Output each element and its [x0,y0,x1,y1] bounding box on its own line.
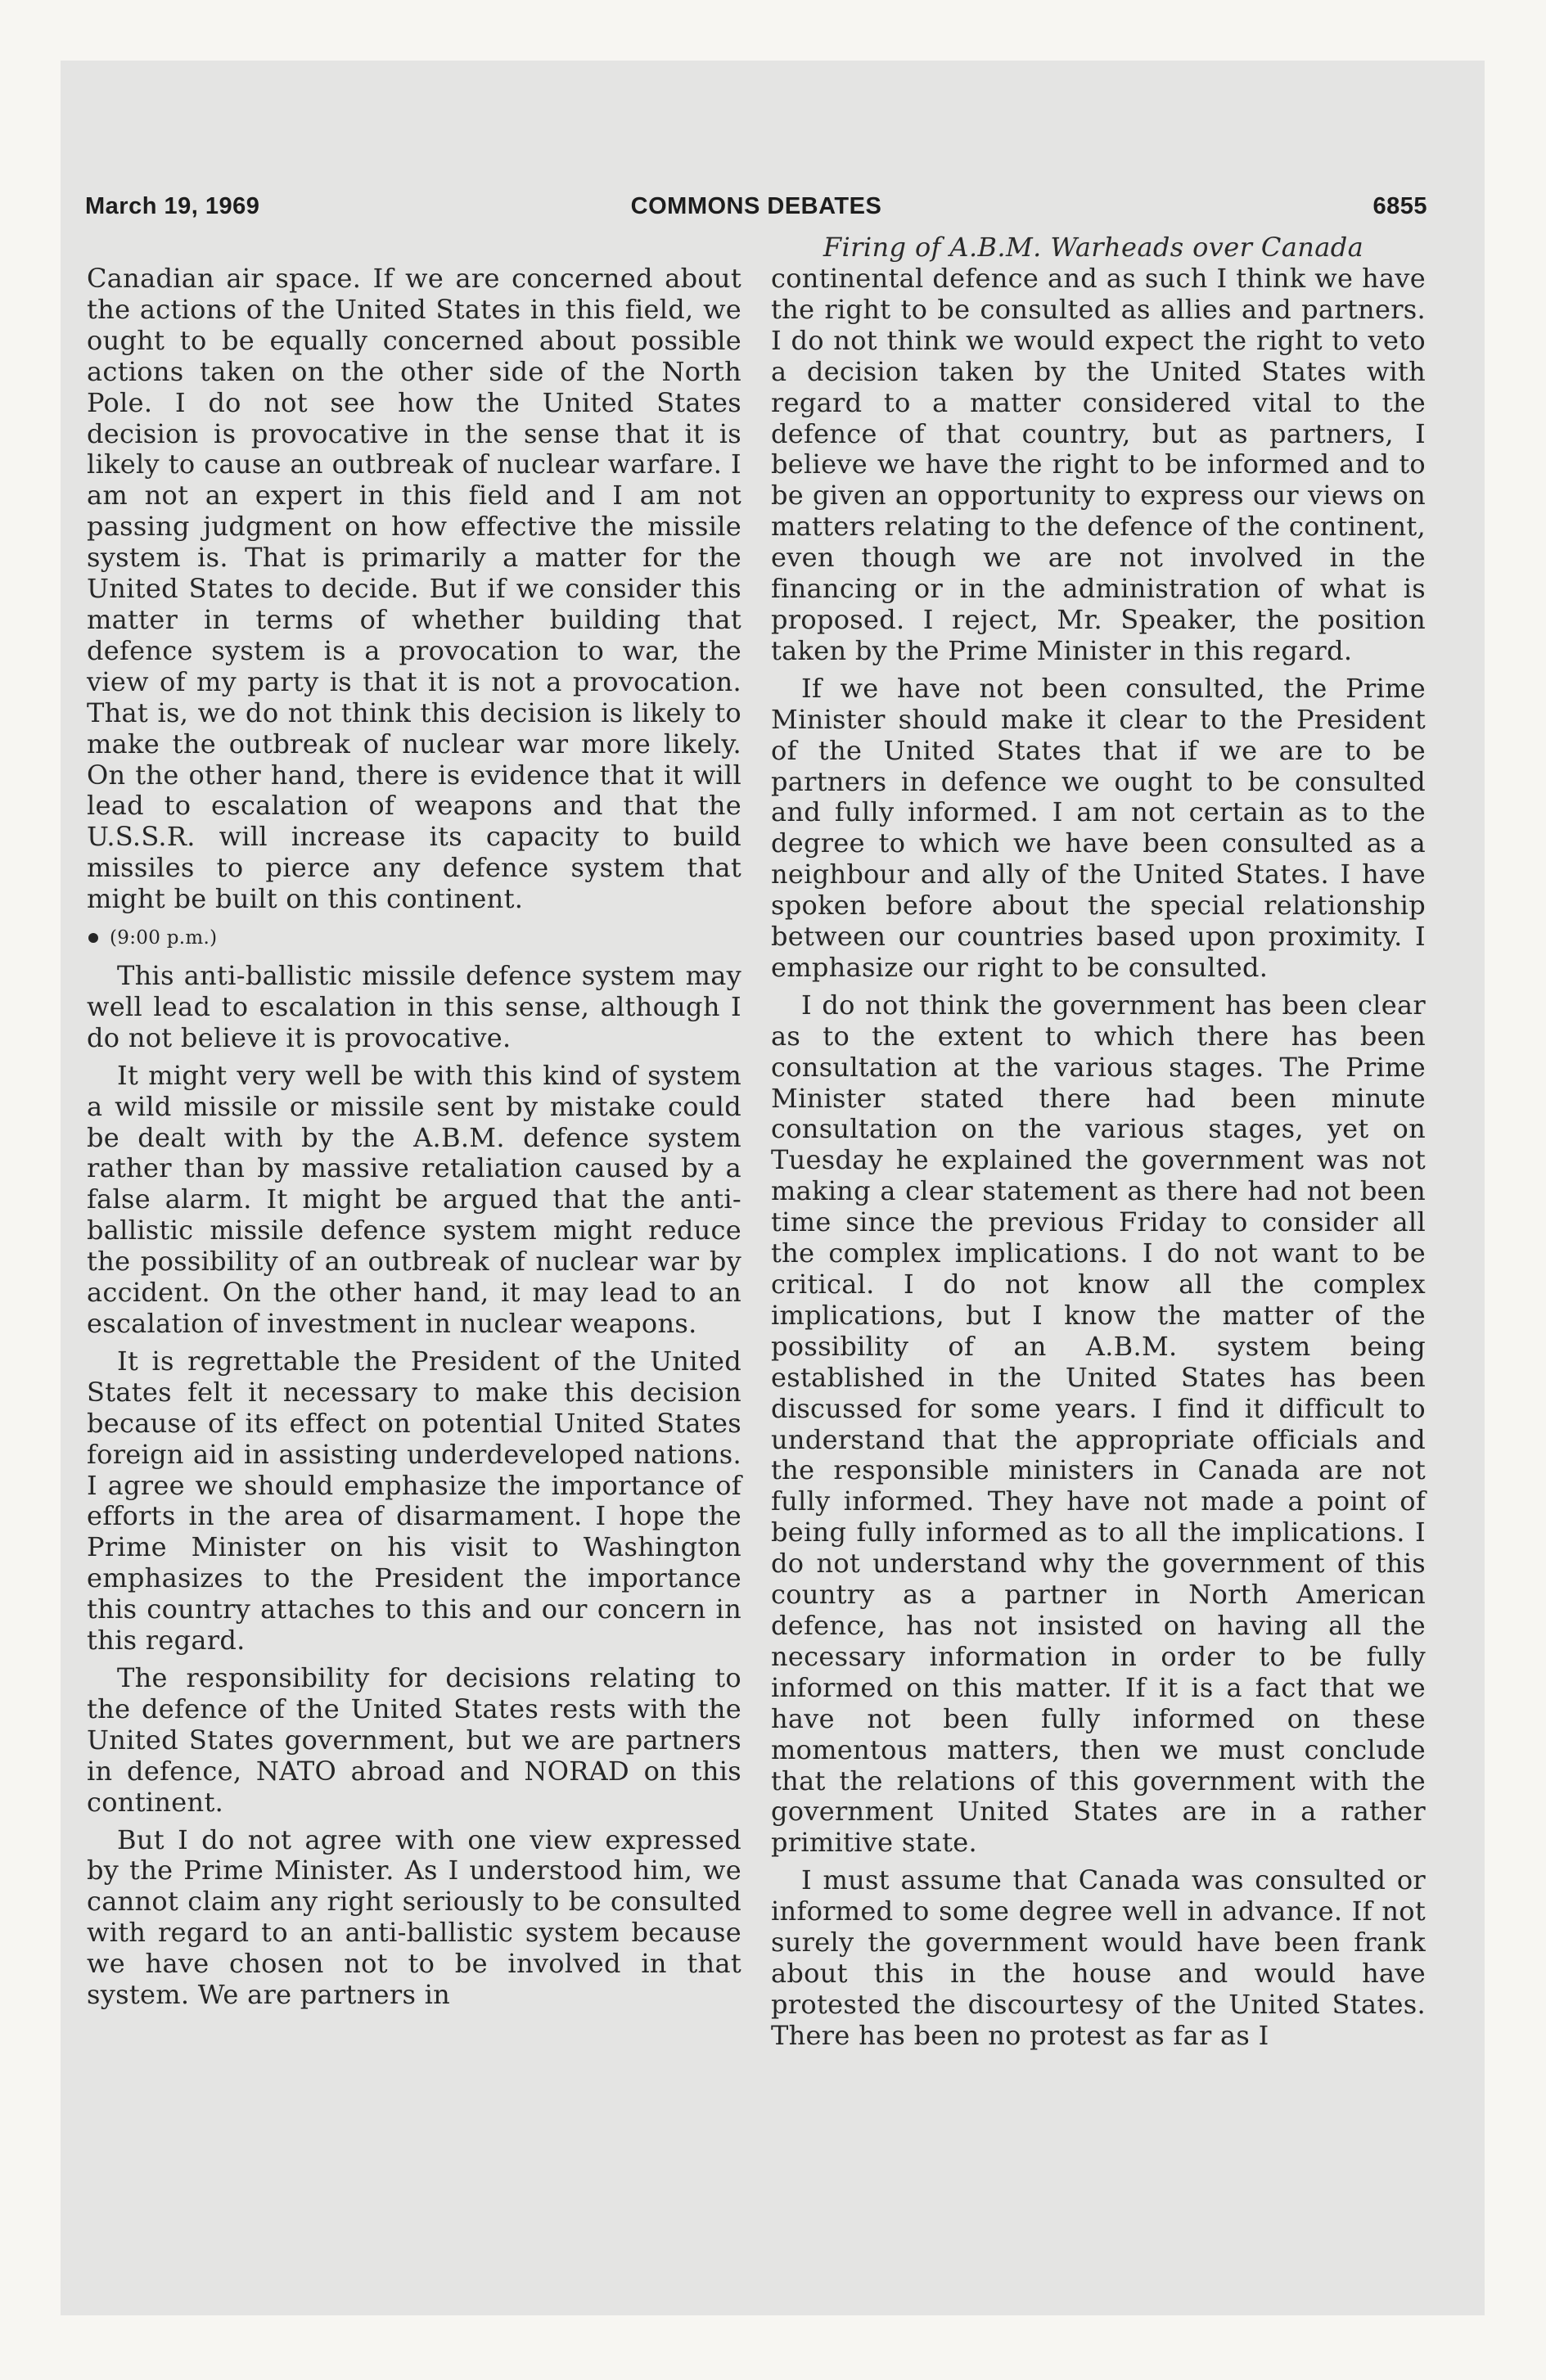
left-paragraph-2: This anti-ballistic missile defence system may well lead to escalation in this sense, although I do not believe it is provocative. [87,960,741,1053]
bullet-icon [88,933,98,943]
right-paragraph-1: continental defence and as such I think we have the right to be consulted as allies and partners. I do not think we would expect the right to veto a decision taken by the United States with regard to a matter considered vital to the defence of that country, but as partners, I believe we have the right to be informed and to be given an opportunity to express our views on matters relating to the defence of the continent, even though we are not involved in the financing or in the administration of what is proposed. I reject, Mr. Speaker, the position taken by the Prime Minister in this regard. [771,263,1426,666]
timestamp-text: (9:00 p.m.) [110,927,218,949]
right-column [771,264,1426,2058]
left-paragraph-5: The responsibility for decisions relating to the defence of the United States rests with the United States government, but we are partners in defence, NATO abroad and NORAD on this continent. [87,1661,741,1818]
timestamp-marker [87,922,741,954]
left-paragraph-3: It might very well be with this kind of system a wild missile or missile sent by mistake could be dealt with by the A.B.M. defence system rather than by massive retaliation caused by a false alarm. It might be argued that the anti-ballistic missile defence system might reduce the possibility of an outbreak of nuclear war by accident. On the other hand, it may lead to an escalation of investment in nuclear weapons. [87,1059,741,1339]
right-paragraph-2: If we have not been consulted, the Prime Minister should make it clear to the President of the United States that if we are to be partners in defence we ought to be consulted and fully informed. I am not certain as to the degree to which we have been consulted as a neighbour and ally of the United States. I have spoken before about the special relationship between our countries based upon proximity. I emphasize our right to be consulted. [771,672,1426,983]
right-paragraph-4: I must assume that Canada was consulted or informed to some degree well in advance. If not surely the government would have been frank about this in the house and would have protested the discourtesy of the United States. There has been no protest as far as I [771,1864,1426,2051]
header-title: COMMONS DEBATES [630,193,882,219]
right-paragraph-3: I do not think the government has been clear as to the extent to which there has been consultation at the various stages. The Prime Minister stated there had been minute consultation on the various stages, yet on Tuesday he explained the government was not making a clear statement as there had not been time since the previous Friday to consider all the complex implications. I do not want to be critical. I do not know all the complex implications, but I know the matter of the possibility of an A.B.M. system being established in the United States has been discussed for some years. I find it difficult to understand that the appropriate officials and the responsible ministers in Canada are not fully informed. They have not made a point of being fully informed as to all the implications. I do not understand why the government of this country as a partner in North American defence, has not insisted on having all the necessary information in order to be fully informed on this matter. If it is a fact that we have not been fully informed on these momentous matters, then we must conclude that the relations of this government with the government United States are in a rather primitive state. [771,989,1426,1859]
left-column [87,264,741,2017]
left-paragraph-4: It is regrettable the President of the United States felt it necessary to make this decision because of its effect on potential United States foreign aid in assisting underdeveloped nations. I agree we should emphasize the importance of efforts in the area of disarmament. I hope the Prime Minister on his visit to Washington emphasizes to the President the importance this country attaches to this and our concern in this regard. [87,1345,741,1657]
page-number: 6855 [1372,193,1427,219]
header-date: March 19, 1969 [85,193,260,219]
page-header [85,193,1427,229]
left-paragraph-1: Canadian air space. If we are concerned about the actions of the United States in this field, we ought to be equally concerned about possible actions taken on the other side of the North Pole. I do not see how the United States decision is provocative in the sense that it is likely to cause an outbreak of nuclear warfare. I am not an expert in this field and I am not passing judgment on how effective the missile system is. That is primarily a matter for the United States to decide. But if we consider this matter in terms of whether building that defence system is a provocation to war, the view of my party is that it is not a provocation. That is, we do not think this decision is likely to make the outbreak of nuclear war more likely. On the other hand, there is evidence that it will lead to escalation of weapons and that the U.S.S.R. will increase its capacity to build missiles to pierce any defence system that might be built on this continent. [87,263,741,915]
running-title: Firing of A.B.M. Warheads over Canada [823,232,1364,263]
left-paragraph-6: But I do not agree with one view expressed by the Prime Minister. As I understood him, we cannot claim any right seriously to be consulted with regard to an anti-ballistic system because we have chosen not to be involved in that system. We are partners in [87,1823,741,2011]
